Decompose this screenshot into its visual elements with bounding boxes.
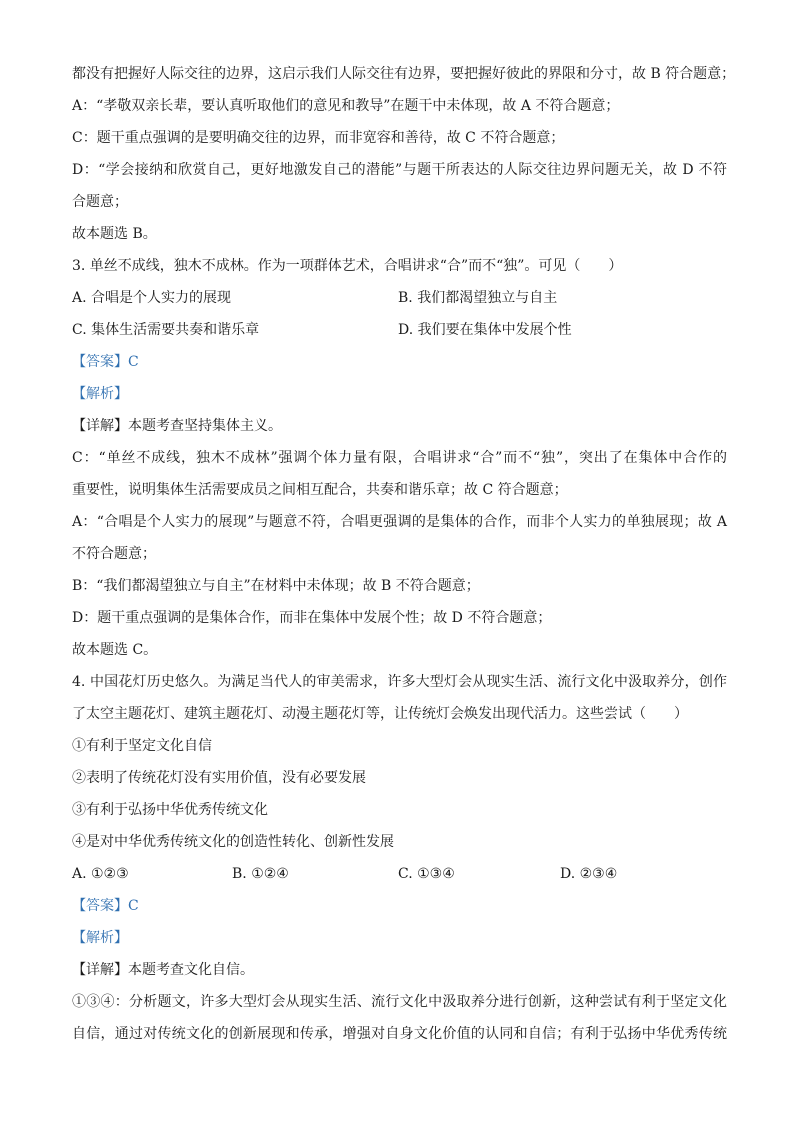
question-3-option-c: C. 集体生活需要共奏和谐乐章 [72, 322, 260, 338]
text-line: 重要性，说明集体生活需要成员之间相互配合，共奏和谐乐章；故 C 符合题意； [72, 482, 568, 498]
question-4-option-a: A. ①②③ [72, 866, 129, 882]
text-line: 故本题选 B。 [72, 226, 157, 242]
text-line: 不符合题意； [72, 546, 156, 562]
question-4-option-c: C. ①③④ [398, 866, 455, 882]
text-line: A：“孝敬双亲长辈，要认真听取他们的意见和教导”在题干中未体现，故 A 不符合题意； [72, 98, 620, 114]
text-line: B：“我们都渴望独立与自主”在材料中未体现；故 B 不符合题意； [72, 578, 480, 594]
question-4-option-d: D. ②③④ [560, 866, 618, 882]
question-3-detail-heading: 【详解】本题考查坚持集体主义。 [72, 418, 282, 434]
question-4-statement: ④是对中华优秀传统文化的创造性转化、创新性发展 [72, 834, 394, 850]
question-4-statement: ②表明了传统花灯没有实用价值，没有必要发展 [72, 770, 366, 786]
text-line: D：题干重点强调的是集体合作，而非在集体中发展个性；故 D 不符合题意； [72, 610, 552, 626]
question-3-stem: 3. 单丝不成线，独木不成林。作为一项群体艺术，合唱讲求“合”而不“独”。可见（ ） [72, 258, 623, 274]
text-line: 故本题选 C。 [72, 642, 158, 658]
question-4-option-b: B. ①②④ [232, 866, 289, 882]
question-4-answer: 【答案】C [72, 898, 139, 914]
question-3-answer: 【答案】C [72, 354, 139, 370]
text-line: D：“学会接纳和欣赏自己，更好地激发自己的潜能”与题干所表达的人际交往边界问题无关，故 D 不符 [72, 162, 727, 178]
text-line: ①③④：分析题文，许多大型灯会从现实生活、流行文化中汲取养分进行创新，这种尝试有利于坚定文化 [72, 994, 727, 1010]
question-3-option-a: A. 合唱是个人实力的展现 [72, 290, 232, 306]
text-line: A：“合唱是个人实力的展现”与题意不符，合唱更强调的是集体的合作，而非个人实力的单独展现；故 A [72, 514, 727, 530]
question-4-statement: ①有利于坚定文化自信 [72, 738, 212, 754]
question-4-detail-heading: 【详解】本题考查文化自信。 [72, 962, 254, 978]
question-3-option-d: D. 我们要在集体中发展个性 [398, 322, 572, 338]
question-3-option-b: B. 我们都渴望独立与自主 [398, 290, 558, 306]
text-line: 都没有把握好人际交往的边界，这启示我们人际交往有边界，要把握好彼此的界限和分寸，故 B 符合题意； [72, 66, 736, 82]
question-4-statement: ③有利于弘扬中华优秀传统文化 [72, 802, 268, 818]
question-4-stem: 4. 中国花灯历史悠久。为满足当代人的审美需求，许多大型灯会从现实生活、流行文化中汲取养分，创作 [72, 674, 727, 690]
question-4-analysis-heading: 【解析】 [72, 930, 128, 946]
text-line: 自信，通过对传统文化的创新展现和传承，增强对自身文化价值的认同和自信；有利于弘扬中华优秀传统 [72, 1026, 727, 1042]
question-3-analysis-heading: 【解析】 [72, 386, 128, 402]
question-4-stem: 了太空主题花灯、建筑主题花灯、动漫主题花灯等，让传统灯会焕发出现代活力。这些尝试（ ） [72, 706, 688, 722]
text-line: C：题干重点强调的是要明确交往的边界，而非宽容和善待，故 C 不符合题意； [72, 130, 565, 146]
text-line: C：“单丝不成线，独木不成林”强调个体力量有限，合唱讲求“合”而不“独”，突出了在集体中合作的 [72, 450, 727, 466]
text-line: 合题意； [72, 194, 128, 210]
